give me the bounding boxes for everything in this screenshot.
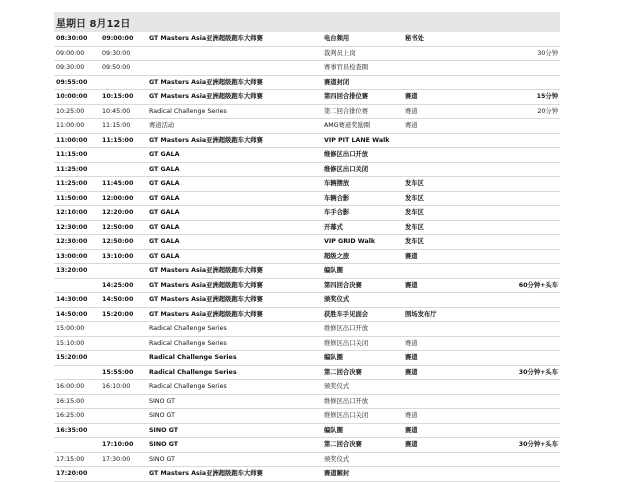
location-cell bbox=[403, 75, 473, 90]
activity-cell: 车辆合影 bbox=[322, 191, 403, 206]
end-time-cell bbox=[100, 394, 147, 409]
activity-cell: 颁奖仪式 bbox=[322, 452, 403, 467]
duration-cell: 30分钟+头车 bbox=[473, 365, 560, 380]
activity-cell: VIP GRID Walk bbox=[322, 235, 403, 250]
activity-cell: 编队圈 bbox=[322, 423, 403, 438]
end-time-cell: 12:00:00 bbox=[100, 191, 147, 206]
schedule-row bbox=[54, 191, 560, 206]
schedule-row bbox=[54, 293, 560, 308]
schedule-row bbox=[54, 177, 560, 192]
location-cell: 秘书处 bbox=[403, 32, 473, 46]
event-cell: SINO GT bbox=[147, 409, 322, 424]
event-cell: GT GALA bbox=[147, 235, 322, 250]
activity-cell: 维修区出口开放 bbox=[322, 394, 403, 409]
location-cell: 赛道 bbox=[403, 423, 473, 438]
schedule-row bbox=[54, 119, 560, 134]
event-cell: GT Masters Asia亚洲超级跑车大师赛 bbox=[147, 293, 322, 308]
end-time-cell: 14:25:00 bbox=[100, 278, 147, 293]
end-time-cell: 11:15:00 bbox=[100, 119, 147, 134]
activity-cell: 第四回合排位赛 bbox=[322, 90, 403, 105]
event-cell bbox=[147, 61, 322, 76]
event-cell: SINO GT bbox=[147, 423, 322, 438]
duration-cell bbox=[473, 191, 560, 206]
end-time-cell bbox=[100, 351, 147, 366]
activity-cell: 电台频用 bbox=[322, 32, 403, 46]
location-cell: 围场发布厅 bbox=[403, 307, 473, 322]
activity-cell: 赛事官员检查圈 bbox=[322, 61, 403, 76]
activity-cell: 裁判员上岗 bbox=[322, 46, 403, 61]
duration-cell bbox=[473, 394, 560, 409]
schedule-row bbox=[54, 90, 560, 105]
schedule-row bbox=[54, 394, 560, 409]
activity-cell: 维修区出口开放 bbox=[322, 322, 403, 337]
schedule-row bbox=[54, 380, 560, 395]
end-time-cell: 10:15:00 bbox=[100, 90, 147, 105]
duration-cell: 30分钟+头车 bbox=[473, 438, 560, 453]
end-time-cell bbox=[100, 264, 147, 279]
schedule-row bbox=[54, 162, 560, 177]
duration-cell bbox=[473, 206, 560, 221]
location-cell bbox=[403, 452, 473, 467]
location-cell: 发车区 bbox=[403, 177, 473, 192]
location-cell bbox=[403, 46, 473, 61]
duration-cell bbox=[473, 336, 560, 351]
duration-cell bbox=[473, 380, 560, 395]
schedule-row bbox=[54, 423, 560, 438]
end-time-cell bbox=[100, 409, 147, 424]
event-cell: Radical Challenge Series bbox=[147, 365, 322, 380]
start-time-cell: 14:30:00 bbox=[54, 293, 100, 308]
activity-cell: 开幕式 bbox=[322, 220, 403, 235]
start-time-cell: 15:20:00 bbox=[54, 351, 100, 366]
event-cell: Radical Challenge Series bbox=[147, 336, 322, 351]
duration-cell bbox=[473, 264, 560, 279]
end-time-cell bbox=[100, 75, 147, 90]
activity-cell: 第四回合决赛 bbox=[322, 278, 403, 293]
activity-cell: 维修区出口关闭 bbox=[322, 336, 403, 351]
activity-cell: 车辆摆放 bbox=[322, 177, 403, 192]
end-time-cell: 11:45:00 bbox=[100, 177, 147, 192]
activity-cell: 颁奖仪式 bbox=[322, 380, 403, 395]
start-time-cell: 16:25:00 bbox=[54, 409, 100, 424]
duration-cell: 30分钟 bbox=[473, 46, 560, 61]
start-time-cell bbox=[54, 365, 100, 380]
start-time-cell: 09:55:00 bbox=[54, 75, 100, 90]
event-cell: SINO GT bbox=[147, 438, 322, 453]
duration-cell bbox=[473, 32, 560, 46]
duration-cell bbox=[473, 177, 560, 192]
end-time-cell: 14:50:00 bbox=[100, 293, 147, 308]
duration-cell bbox=[473, 148, 560, 163]
location-cell: 赛道 bbox=[403, 336, 473, 351]
end-time-cell: 17:10:00 bbox=[100, 438, 147, 453]
end-time-cell bbox=[100, 467, 147, 482]
activity-cell: 第二回合排位赛 bbox=[322, 104, 403, 119]
location-cell bbox=[403, 394, 473, 409]
start-time-cell: 14:50:00 bbox=[54, 307, 100, 322]
end-time-cell: 17:30:00 bbox=[100, 452, 147, 467]
location-cell: 赛道 bbox=[403, 438, 473, 453]
location-cell bbox=[403, 162, 473, 177]
start-time-cell: 15:00:00 bbox=[54, 322, 100, 337]
schedule-row bbox=[54, 32, 560, 46]
event-cell: GT GALA bbox=[147, 148, 322, 163]
activity-cell: 车手合影 bbox=[322, 206, 403, 221]
location-cell bbox=[403, 322, 473, 337]
duration-cell bbox=[473, 409, 560, 424]
event-cell bbox=[147, 46, 322, 61]
activity-cell: 第二回合决赛 bbox=[322, 365, 403, 380]
schedule-row bbox=[54, 438, 560, 453]
end-time-cell: 09:30:00 bbox=[100, 46, 147, 61]
location-cell bbox=[403, 467, 473, 482]
end-time-cell bbox=[100, 322, 147, 337]
start-time-cell: 09:00:00 bbox=[54, 46, 100, 61]
location-cell: 赛道 bbox=[403, 104, 473, 119]
location-cell bbox=[403, 133, 473, 148]
end-time-cell: 12:50:00 bbox=[100, 235, 147, 250]
event-cell: GT Masters Asia亚洲超级跑车大师赛 bbox=[147, 90, 322, 105]
schedule-row bbox=[54, 336, 560, 351]
start-time-cell: 13:20:00 bbox=[54, 264, 100, 279]
start-time-cell: 11:25:00 bbox=[54, 177, 100, 192]
schedule-row bbox=[54, 278, 560, 293]
schedule-row bbox=[54, 148, 560, 163]
start-time-cell: 16:00:00 bbox=[54, 380, 100, 395]
schedule-row bbox=[54, 351, 560, 366]
schedule-row bbox=[54, 264, 560, 279]
schedule-row bbox=[54, 206, 560, 221]
start-time-cell: 11:00:00 bbox=[54, 119, 100, 134]
duration-cell bbox=[473, 322, 560, 337]
location-cell: 赛道 bbox=[403, 278, 473, 293]
start-time-cell: 13:00:00 bbox=[54, 249, 100, 264]
location-cell: 赛道 bbox=[403, 249, 473, 264]
schedule-row bbox=[54, 322, 560, 337]
event-cell: GT Masters Asia亚洲超级跑车大师赛 bbox=[147, 264, 322, 279]
start-time-cell: 11:25:00 bbox=[54, 162, 100, 177]
start-time-cell: 12:30:00 bbox=[54, 220, 100, 235]
duration-cell bbox=[473, 75, 560, 90]
location-cell: 赛道 bbox=[403, 90, 473, 105]
schedule-row bbox=[54, 365, 560, 380]
location-cell: 赛道 bbox=[403, 409, 473, 424]
duration-cell bbox=[473, 307, 560, 322]
location-cell: 发车区 bbox=[403, 235, 473, 250]
schedule-row bbox=[54, 133, 560, 148]
start-time-cell bbox=[54, 278, 100, 293]
event-cell: Radical Challenge Series bbox=[147, 351, 322, 366]
event-cell: Radical Challenge Series bbox=[147, 322, 322, 337]
location-cell: 发车区 bbox=[403, 191, 473, 206]
activity-cell: 编队圈 bbox=[322, 351, 403, 366]
duration-cell: 20分钟 bbox=[473, 104, 560, 119]
location-cell bbox=[403, 61, 473, 76]
end-time-cell: 16:10:00 bbox=[100, 380, 147, 395]
event-cell: GT Masters Asia亚洲超级跑车大师赛 bbox=[147, 467, 322, 482]
activity-cell: 超级之旅 bbox=[322, 249, 403, 264]
event-cell: 赛道活动 bbox=[147, 119, 322, 134]
location-cell: 赛道 bbox=[403, 351, 473, 366]
schedule-row bbox=[54, 467, 560, 482]
location-cell bbox=[403, 148, 473, 163]
duration-cell bbox=[473, 220, 560, 235]
activity-cell: AMG赛道奖励圈 bbox=[322, 119, 403, 134]
end-time-cell bbox=[100, 162, 147, 177]
event-cell: GT Masters Asia亚洲超级跑车大师赛 bbox=[147, 75, 322, 90]
activity-cell: 维修区出口关闭 bbox=[322, 162, 403, 177]
duration-cell bbox=[473, 423, 560, 438]
start-time-cell: 12:10:00 bbox=[54, 206, 100, 221]
start-time-cell: 16:15:00 bbox=[54, 394, 100, 409]
end-time-cell: 12:20:00 bbox=[100, 206, 147, 221]
location-cell: 赛道 bbox=[403, 119, 473, 134]
start-time-cell: 17:20:00 bbox=[54, 467, 100, 482]
start-time-cell: 08:30:00 bbox=[54, 32, 100, 46]
activity-cell: 第二回合决赛 bbox=[322, 438, 403, 453]
duration-cell bbox=[473, 133, 560, 148]
event-cell: GT GALA bbox=[147, 206, 322, 221]
schedule-row bbox=[54, 220, 560, 235]
event-cell: GT Masters Asia亚洲超级跑车大师赛 bbox=[147, 32, 322, 46]
start-time-cell: 09:30:00 bbox=[54, 61, 100, 76]
activity-cell: 维修区出口开放 bbox=[322, 148, 403, 163]
date-header bbox=[54, 12, 560, 32]
start-time-cell: 15:10:00 bbox=[54, 336, 100, 351]
event-cell: GT GALA bbox=[147, 162, 322, 177]
date-title: 星期日 8月12日 bbox=[56, 19, 131, 30]
event-cell: GT Masters Asia亚洲超级跑车大师赛 bbox=[147, 278, 322, 293]
start-time-cell: 16:35:00 bbox=[54, 423, 100, 438]
event-cell: Radical Challenge Series bbox=[147, 380, 322, 395]
event-cell: GT GALA bbox=[147, 191, 322, 206]
event-cell: GT Masters Asia亚洲超级跑车大师赛 bbox=[147, 307, 322, 322]
schedule-row bbox=[54, 307, 560, 322]
location-cell: 发车区 bbox=[403, 220, 473, 235]
event-cell: GT GALA bbox=[147, 177, 322, 192]
location-cell bbox=[403, 293, 473, 308]
schedule-row bbox=[54, 409, 560, 424]
activity-cell: 赛道封闭 bbox=[322, 75, 403, 90]
duration-cell bbox=[473, 235, 560, 250]
end-time-cell: 12:50:00 bbox=[100, 220, 147, 235]
event-cell: SINO GT bbox=[147, 452, 322, 467]
start-time-cell bbox=[54, 438, 100, 453]
end-time-cell: 09:00:00 bbox=[100, 32, 147, 46]
start-time-cell: 10:00:00 bbox=[54, 90, 100, 105]
event-cell: SINO GT bbox=[147, 394, 322, 409]
duration-cell: 15分钟 bbox=[473, 90, 560, 105]
activity-cell: VIP PIT LANE Walk bbox=[322, 133, 403, 148]
end-time-cell: 15:55:00 bbox=[100, 365, 147, 380]
location-cell: 发车区 bbox=[403, 206, 473, 221]
duration-cell bbox=[473, 61, 560, 76]
schedule-row bbox=[54, 249, 560, 264]
schedule-row bbox=[54, 75, 560, 90]
event-cell: GT GALA bbox=[147, 249, 322, 264]
end-time-cell: 15:20:00 bbox=[100, 307, 147, 322]
location-cell bbox=[403, 264, 473, 279]
end-time-cell: 10:45:00 bbox=[100, 104, 147, 119]
start-time-cell: 17:15:00 bbox=[54, 452, 100, 467]
activity-cell: 编队圈 bbox=[322, 264, 403, 279]
start-time-cell: 12:30:00 bbox=[54, 235, 100, 250]
duration-cell bbox=[473, 351, 560, 366]
start-time-cell: 11:00:00 bbox=[54, 133, 100, 148]
end-time-cell: 09:50:00 bbox=[100, 61, 147, 76]
activity-cell: 赛道解封 bbox=[322, 467, 403, 482]
schedule-body bbox=[54, 32, 560, 481]
activity-cell: 颁奖仪式 bbox=[322, 293, 403, 308]
event-cell: Radical Challenge Series bbox=[147, 104, 322, 119]
start-time-cell: 10:25:00 bbox=[54, 104, 100, 119]
schedule-row bbox=[54, 46, 560, 61]
schedule-row bbox=[54, 61, 560, 76]
end-time-cell bbox=[100, 148, 147, 163]
activity-cell: 获胜车手见面会 bbox=[322, 307, 403, 322]
activity-cell: 维修区出口关闭 bbox=[322, 409, 403, 424]
end-time-cell bbox=[100, 336, 147, 351]
duration-cell bbox=[473, 452, 560, 467]
start-time-cell: 11:15:00 bbox=[54, 148, 100, 163]
schedule-row bbox=[54, 452, 560, 467]
location-cell: 赛道 bbox=[403, 365, 473, 380]
end-time-cell bbox=[100, 423, 147, 438]
start-time-cell: 11:50:00 bbox=[54, 191, 100, 206]
schedule-row bbox=[54, 235, 560, 250]
schedule-row bbox=[54, 104, 560, 119]
event-cell: GT Masters Asia亚洲超级跑车大师赛 bbox=[147, 133, 322, 148]
end-time-cell: 11:15:00 bbox=[100, 133, 147, 148]
schedule-table bbox=[54, 32, 560, 482]
duration-cell bbox=[473, 119, 560, 134]
event-cell: GT GALA bbox=[147, 220, 322, 235]
duration-cell bbox=[473, 293, 560, 308]
duration-cell bbox=[473, 249, 560, 264]
duration-cell bbox=[473, 467, 560, 482]
duration-cell: 60分钟+头车 bbox=[473, 278, 560, 293]
location-cell bbox=[403, 380, 473, 395]
end-time-cell: 13:10:00 bbox=[100, 249, 147, 264]
duration-cell bbox=[473, 162, 560, 177]
